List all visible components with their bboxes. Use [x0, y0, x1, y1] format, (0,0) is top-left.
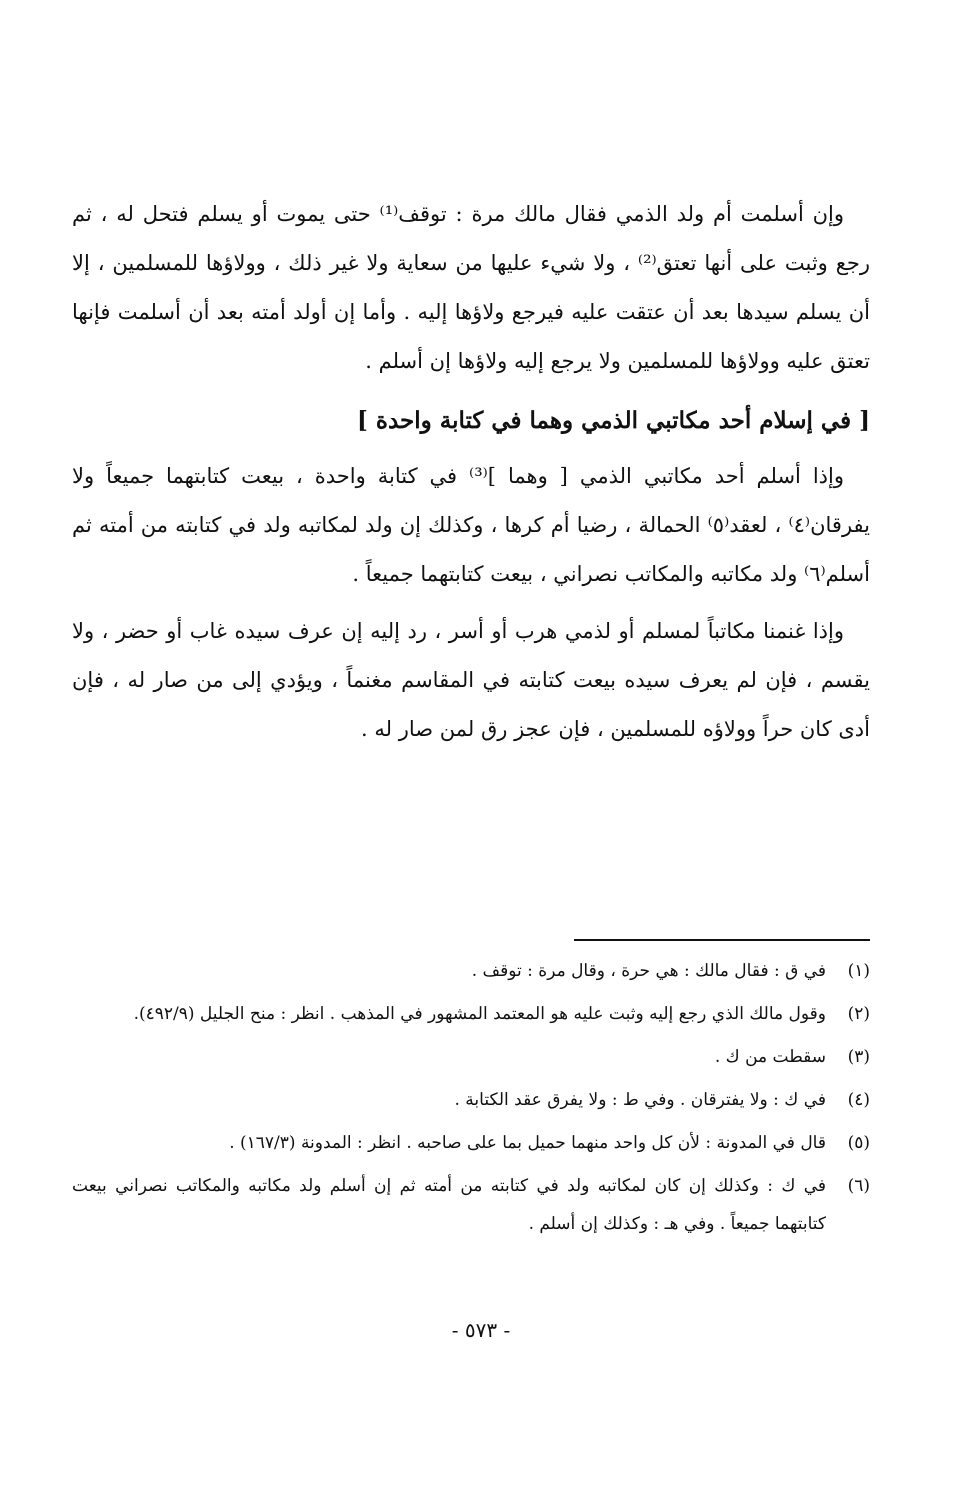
page-number: - ٥٧٣ - [451, 1318, 511, 1342]
footnote-text: سقطت من ك . [714, 1047, 826, 1067]
section-heading: [ في إسلام أحد مكاتبي الذمي وهما في كتابة واحدة ] [357, 407, 870, 434]
footnote [72, 1081, 870, 1119]
footnote-text: وقول مالك الذي رجع إليه وثبت عليه هو المعتمد المشهور في المذهب . انظر : منح الجليل (٤٩٢/٩). [133, 1004, 826, 1024]
footnote [72, 1038, 870, 1076]
footnote [72, 995, 870, 1033]
footnote-number: (٤) [847, 1090, 870, 1110]
paragraph-1-text: وإن أسلمت أم ولد الذمي فقال مالك مرة : توقف⁽¹⁾ حتى يموت أو يسلم فتحل له ، ثم رجع وثبت على أنها تعتق⁽²⁾ ، ولا شيء عليها من سعاية ولا غير ذلك ، وولاؤها للمسلمين ، إلا أن يسلم سيدها بعد أن عتقت عليه فيرجع ولاؤها إليه . وأما إن أولد أمته بعد أن أسلمت فإنها تعتق عليه وولاؤها للمسلمين ولا يرجع إليه ولاؤها إن أسلم . [72, 202, 870, 373]
footnote-text: في ك : وكذلك إن كان لمكاتبه ولد في كتابته من أمته ثم إن أسلم ولد مكاتبه والمكاتب نصراني بيعت كتابتهما جميعاً . وفي هـ : وكذلك إن أسلم . [72, 1176, 826, 1234]
footnote [72, 1167, 870, 1243]
main-text [72, 190, 870, 754]
paragraph-3-text: وإذا غنمنا مكاتباً لمسلم أو لذمي هرب أو أسر ، رد إليه إن عرف سيده غاب أو حضر ، ولا يقسم ، فإن لم يعرف سيده بيعت كتابته في المقاسم مغنماً ، ويؤدي إلى من صار له ، فإن أدى كان حراً وولاؤه للمسلمين ، فإن عجز رق لمن صار له . [72, 619, 870, 741]
footnotes [72, 952, 870, 1248]
footnote [72, 952, 870, 990]
footnote [72, 1124, 870, 1162]
footnote-text: قال في المدونة : لأن كل واحد منهما حميل بما على صاحبه . انظر : المدونة (١٦٧/٣) . [229, 1133, 826, 1153]
footnote-text: في ق : فقال مالك : هي حرة ، وقال مرة : توقف . [471, 961, 826, 981]
paragraph-2-text: وإذا أسلم أحد مكاتبي الذمي [ وهما ]⁽³⁾ في كتابة واحدة ، بيعت كتابتهما جميعاً ولا يفرقان⁽٤⁾ ، لعقد⁽٥⁾ الحمالة ، رضيا أم كرها ، وكذلك إن ولد لمكاتبه ولد في كتابته من أمته ثم أسلم⁽٦⁾ ولد مكاتبه والمكاتب نصراني ، بيعت كتابتهما جميعاً . [72, 464, 870, 586]
paragraph-umm-walad [72, 190, 870, 386]
footnote-number: (٦) [847, 1176, 870, 1196]
paragraph-mukatab-islam [72, 452, 870, 599]
footnote-number: (١) [847, 961, 870, 981]
paragraph-captured-mukatab [72, 607, 870, 754]
footnote-number: (٣) [847, 1047, 870, 1067]
footnote-number: (٢) [847, 1004, 870, 1024]
footnote-number: (٥) [847, 1133, 870, 1153]
footnote-text: في ك : ولا يفترقان . وفي ط : ولا يفرق عقد الكتابة . [454, 1090, 826, 1110]
footnote-separator [574, 939, 870, 941]
